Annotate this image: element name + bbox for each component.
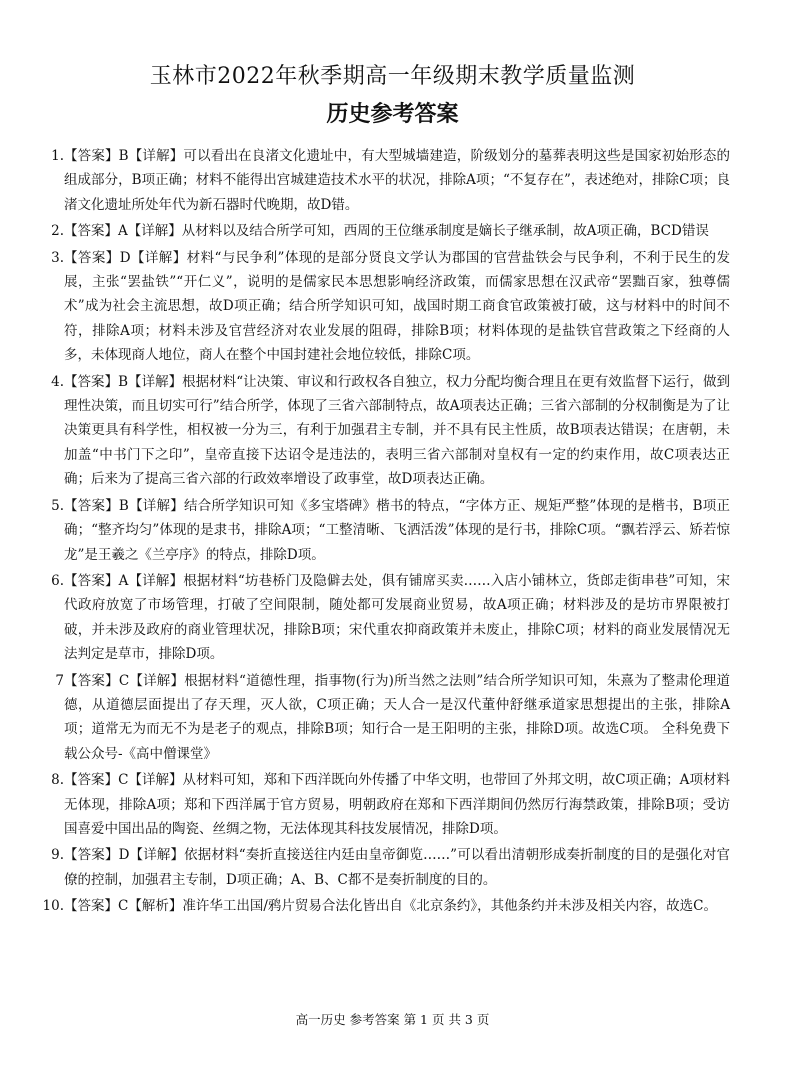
answer-item-3 — [51, 246, 730, 368]
answer-number: 7 — [55, 672, 64, 689]
answer-item-5 — [51, 494, 730, 567]
answer-list — [42, 144, 730, 921]
answer-number: 1. — [51, 148, 64, 164]
answer-text: 【答案】A【详解】从材料以及结合所学可知，西周的王位继承制度是嫡长子继承制，故A项正确，BCD错误 — [64, 223, 709, 240]
answer-number: 3. — [51, 249, 64, 266]
page-subtitle: 历史参考答案 — [326, 102, 459, 127]
answer-text: 【答案】A【详解】根据材料“坊巷桥门及隐僻去处，俱有铺席买卖……入店小铺林立，货郎走街串巷”可知，宋代政府放宽了市场管理，打破了空间限制，随处都可发展商业贸易，故A项正确；材料涉及的是坊市界限被打破，并未涉及政府的商业管理状况，排除B项；宋代重农抑商政策并未废止，排除C项；材料的商业发展情况无法判定是草市，排除D项。 — [64, 572, 730, 663]
answer-number: 2. — [51, 223, 64, 240]
answer-text: 【答案】B【详解】根据材料“让决策、审议和行政权各自独立，权力分配均衡合理且在更有效监督下运行，做到理性决策，而且切实可行”结合所学，体现了三省六部制特点，故A项表达正确；三省六部制的分权制衡是为了让决策更具有科学性，相权被一分为三，有利于加强君主专制，并不具有民主性质，故B项表达错误；在唐朝，未加盖“中书门下之印”，皇帝直接下达诏令是违法的，表明三省六部制对皇权有一定的约束作用，故C项表达正确；后来为了提高三省六部的行政效率增设了政事堂，故D项表达正确。 — [64, 373, 730, 488]
answer-number: 10. — [42, 898, 64, 915]
answer-text: 【答案】D【详解】依据材料“奏折直接送往内廷由皇帝御览……”可以看出清朝形成奏折制度的目的是强化对官僚的控制，加强君主专制，D项正确；A、B、C都不是奏折制度的目的。 — [64, 847, 730, 888]
answer-text: 【答案】C【详解】根据材料“道德性理，指事物(行为)所当然之法则”结合所学知识可知，朱熹为了整肃伦理道德，从道德层面提出了存天理，灭人欲，C项正确；天人合一是汉代董仲舒继承道家思想提出的主张，排除A项；道常无为而无不为是老子的观点，排除B项；知行合一是王阳明的主张，排除D项。故选C项。 全科免费下载公众号-《高中僧课堂》 — [64, 672, 730, 762]
answer-number: 9. — [51, 847, 64, 864]
answer-text: 【答案】B【详解】可以看出在良渚文化遗址中，有大型城墙建造，阶级划分的墓葬表明这些是国家初始形态的组成部分，B项正确；材料不能得出宫城建造技术水平的状况，排除A项；“不复存在”，表述绝对，排除C项；良渚文化遗址所处年代为新石器时代晚期，故D错。 — [64, 148, 730, 213]
answer-item-9 — [51, 843, 730, 892]
answer-item-10 — [42, 894, 730, 918]
answer-text: 【答案】C【解析】准许华工出国/鸦片贸易合法化皆出自《北京条约》，其他条约并未涉及相关内容，故选C。 — [64, 898, 717, 915]
page-title: 玉林市2022年秋季期高一年级期末教学质量监测 — [149, 64, 636, 89]
answer-text: 【答案】C【详解】从材料可知，郑和下西洋既向外传播了中华文明，也带回了外邦文明，故C项正确；A项材料无体现，排除A项；郑和下西洋属于官方贸易，明朝政府在郑和下西洋期间仍然厉行海禁政策，排除B项；受访国喜爱中国出品的陶瓷、丝绸之物，无法体现其科技发展情况，排除D项。 — [64, 772, 730, 837]
answer-item-2 — [51, 219, 730, 243]
answer-item-4 — [51, 370, 730, 492]
answer-number: 6. — [51, 572, 64, 589]
answer-number: 8. — [51, 772, 64, 789]
answer-item-1 — [51, 144, 730, 217]
answer-item-7 — [55, 669, 730, 767]
answer-text: 【答案】D【详解】材料“与民争利”体现的是部分贤良文学认为郡国的官营盐铁会与民争利，不利于民生的发展，主张“罢盐铁”“开仁义”，说明的是儒家民本思想影响经济政策，而儒家思想在汉武帝“罢黜百家，独尊儒术”成为社会主流思想，故D项正确；结合所学知识可知，战国时期工商食官政策被打破，这与材料中的时间不符，排除A项；材料未涉及官营经济对农业发展的阻碍，排除B项；材料体现的是盐铁官营政策之下经商的人多，未体现商人地位，商人在整个中国封建社会地位较低，排除C项。 — [64, 249, 730, 364]
answer-text: 【答案】B【详解】结合所学知识可知《多宝塔碑》楷书的特点，“字体方正、规矩严整”体现的是楷书，B项正确；“整齐均匀”体现的是隶书，排除A项；“工整清晰、飞洒活泼”体现的是行书，排除C项。“飘若浮云、矫若惊龙”是王羲之《兰亭序》的特点，排除D项。 — [64, 497, 730, 563]
answer-number: 4. — [51, 373, 64, 390]
answer-item-6 — [51, 569, 730, 667]
page-footer: 高一历史 参考答案 第 1 页 共 3 页 — [295, 1012, 490, 1027]
answer-number: 5. — [51, 497, 64, 514]
answer-item-8 — [51, 768, 730, 841]
